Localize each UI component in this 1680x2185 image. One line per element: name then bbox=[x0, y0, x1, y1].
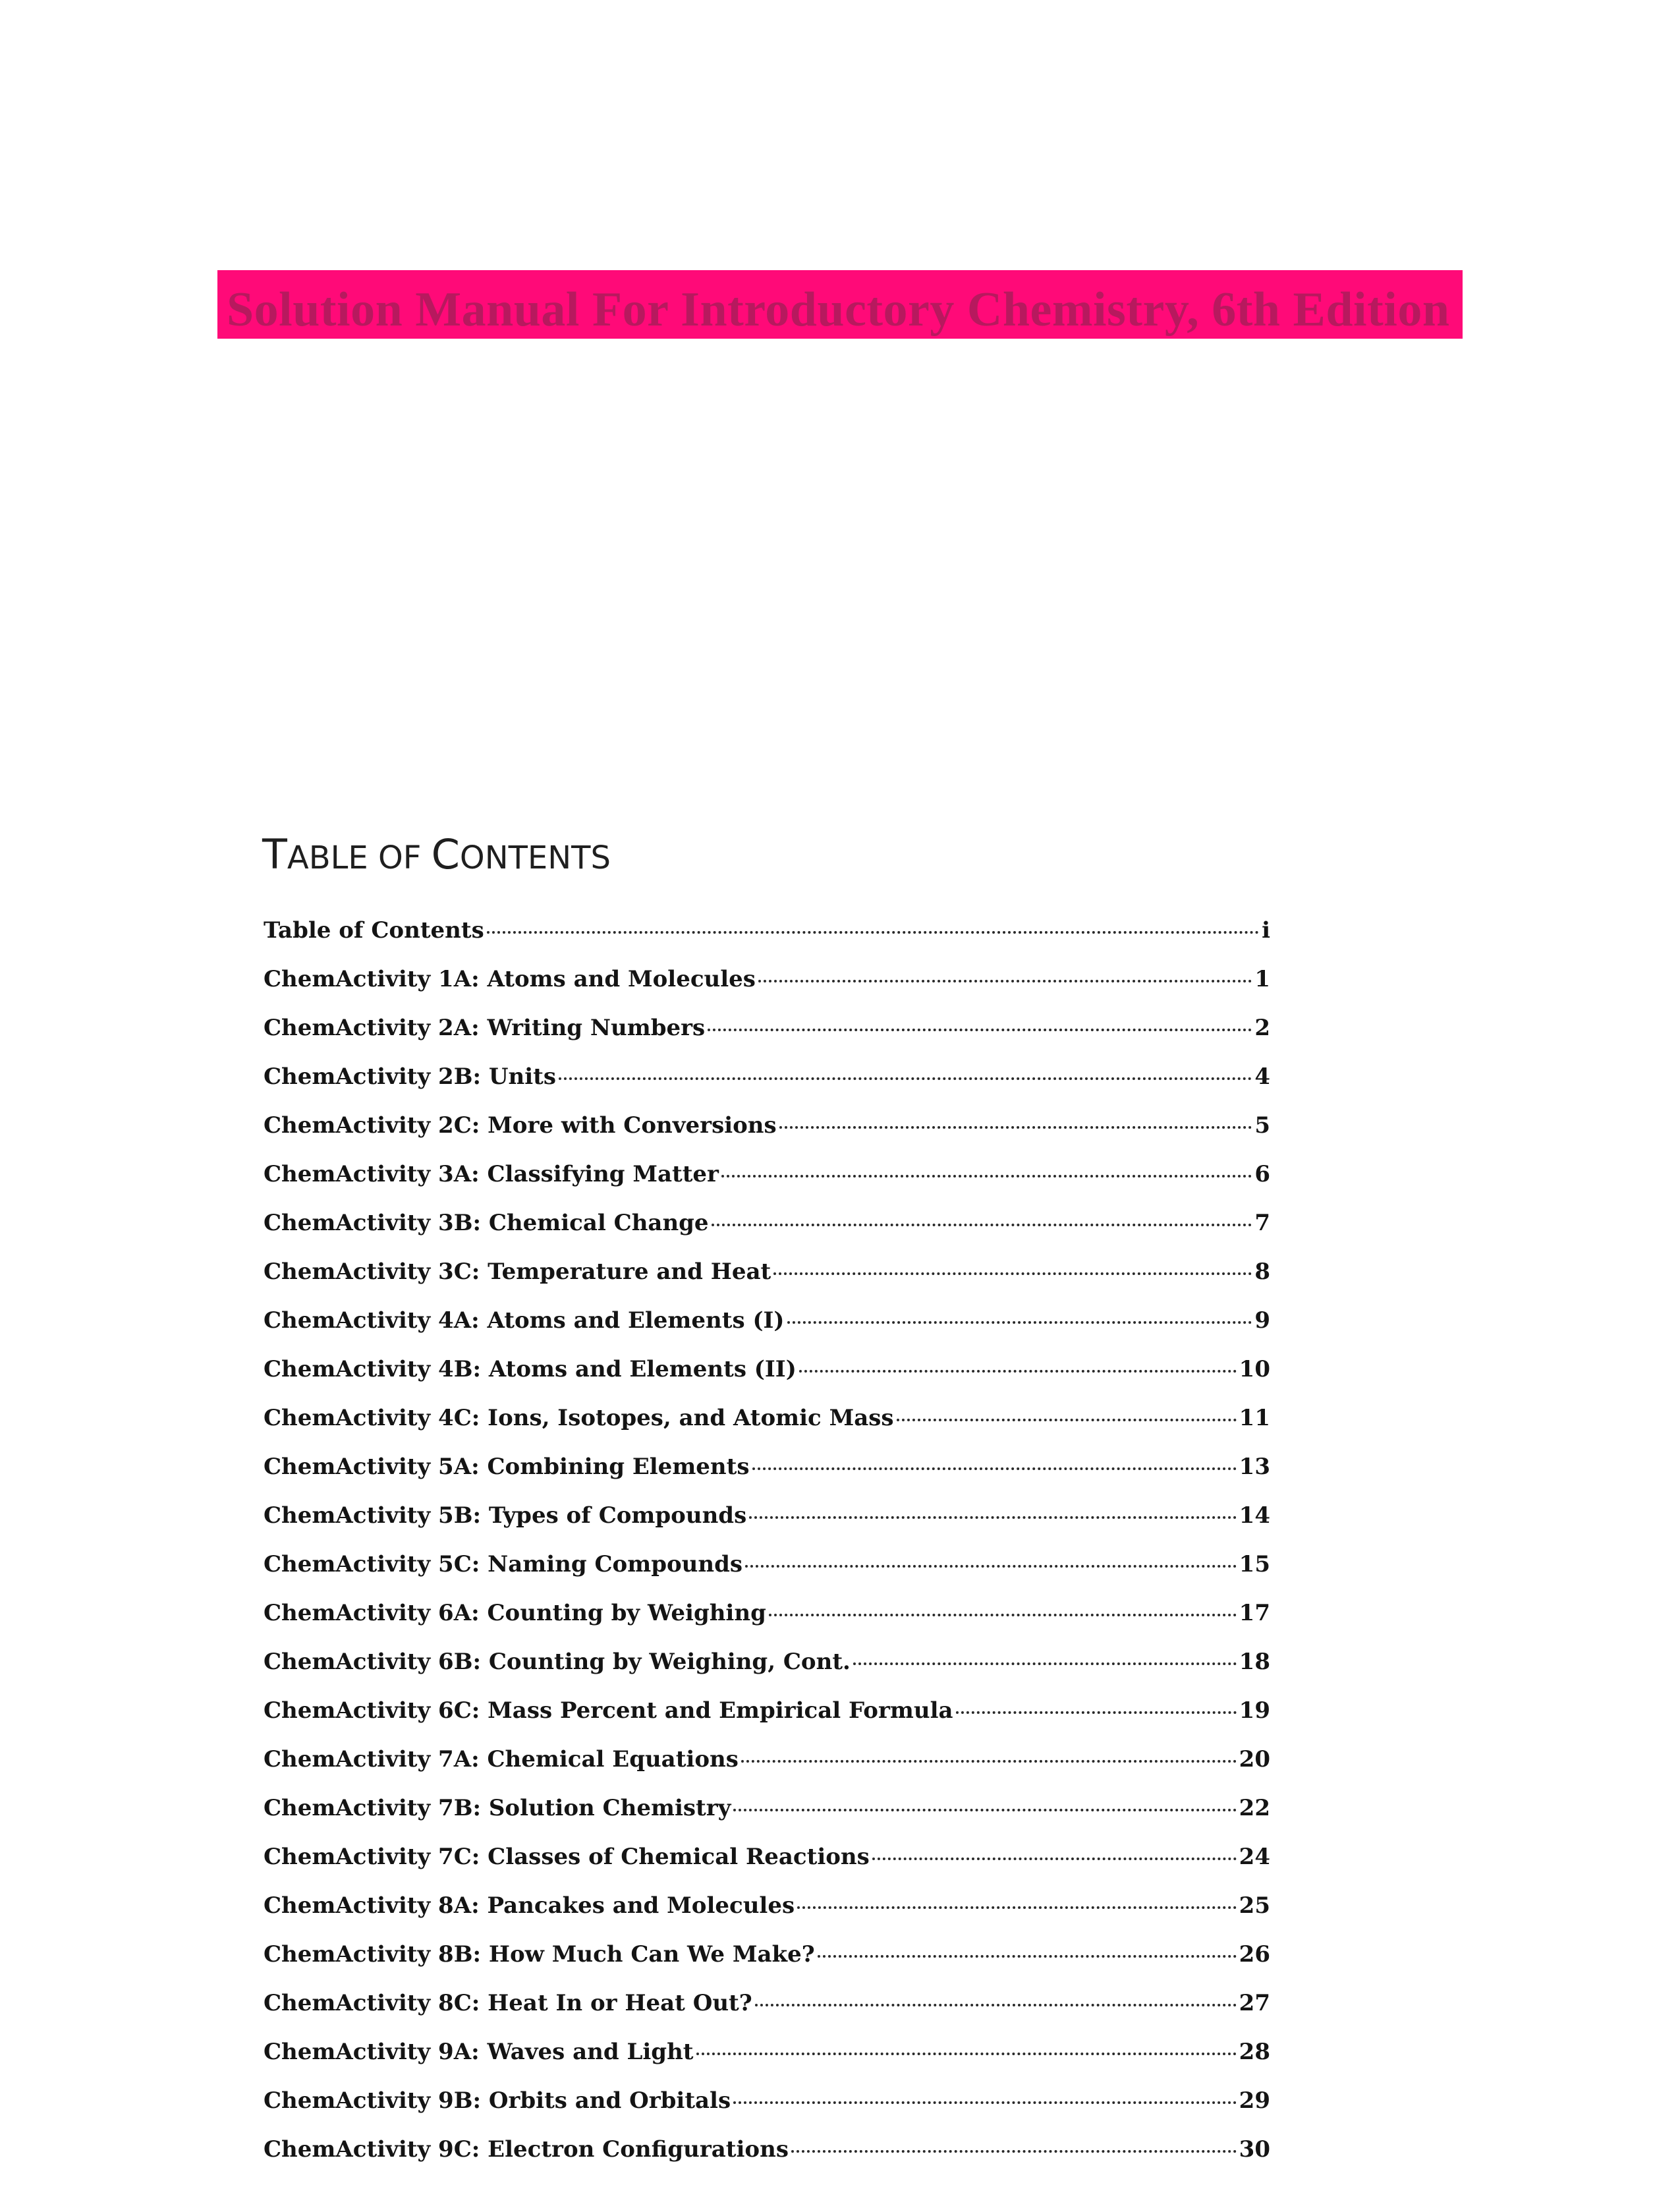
toc-entry[interactable] bbox=[264, 1795, 1270, 1844]
banner-title: Solution Manual For Introductory Chemistry, 6th Edition bbox=[227, 283, 1450, 337]
toc-dot-leader bbox=[712, 1224, 1252, 1226]
toc-entry-page: 6 bbox=[1254, 1161, 1270, 1187]
toc-entry-title: Table of Contents bbox=[264, 917, 484, 944]
toc-heading-cap-1: T bbox=[262, 830, 287, 878]
toc-dot-leader bbox=[721, 1175, 1252, 1178]
toc-entry-page: 26 bbox=[1239, 1941, 1270, 1968]
toc-dot-leader bbox=[853, 1662, 1237, 1665]
toc-entry[interactable] bbox=[264, 1892, 1270, 1941]
toc-entry[interactable] bbox=[264, 917, 1270, 966]
toc-entry-title: ChemActivity 1A: Atoms and Molecules bbox=[264, 966, 756, 992]
toc-entry-title: ChemActivity 9C: Electron Configurations bbox=[264, 2136, 789, 2163]
toc-entry-page: 14 bbox=[1239, 1502, 1270, 1529]
toc-entry[interactable] bbox=[264, 1112, 1270, 1161]
toc-entry[interactable] bbox=[264, 1649, 1270, 1697]
toc-entry-title: ChemActivity 6A: Counting by Weighing bbox=[264, 1600, 766, 1626]
toc-dot-leader bbox=[799, 1370, 1237, 1373]
toc-entry[interactable] bbox=[264, 1259, 1270, 1307]
toc-entry-page: 2 bbox=[1254, 1015, 1270, 1041]
toc-entry-title: ChemActivity 6B: Counting by Weighing, Cont. bbox=[264, 1649, 851, 1675]
toc-dot-leader bbox=[872, 1858, 1237, 1860]
toc-entry-title: ChemActivity 2C: More with Conversions bbox=[264, 1112, 777, 1139]
toc-dot-leader bbox=[752, 1467, 1237, 1470]
toc-list bbox=[264, 917, 1270, 2185]
toc-dot-leader bbox=[769, 1614, 1237, 1616]
toc-entry[interactable] bbox=[264, 1746, 1270, 1795]
toc-entry-page: 19 bbox=[1239, 1697, 1270, 1724]
toc-entry[interactable] bbox=[264, 1454, 1270, 1502]
toc-entry-page: 30 bbox=[1239, 2136, 1270, 2163]
toc-dot-leader bbox=[787, 1321, 1252, 1324]
toc-entry-page: 27 bbox=[1239, 1990, 1270, 2016]
toc-dot-leader bbox=[791, 2150, 1237, 2153]
toc-entry[interactable] bbox=[264, 1941, 1270, 1990]
toc-entry[interactable] bbox=[264, 1356, 1270, 1405]
toc-entry-page: 13 bbox=[1239, 1454, 1270, 1480]
toc-entry[interactable] bbox=[264, 1307, 1270, 1356]
toc-entry-page: i bbox=[1262, 917, 1270, 944]
toc-dot-leader bbox=[755, 2004, 1237, 2006]
toc-entry[interactable] bbox=[264, 1161, 1270, 1210]
toc-dot-leader bbox=[758, 980, 1252, 982]
toc-entry-page: 28 bbox=[1239, 2039, 1270, 2065]
toc-entry-title: ChemActivity 5C: Naming Compounds bbox=[264, 1551, 743, 1577]
toc-entry[interactable] bbox=[264, 1551, 1270, 1600]
toc-entry-title: ChemActivity 3A: Classifying Matter bbox=[264, 1161, 719, 1187]
toc-heading-cap-2: C bbox=[431, 830, 460, 878]
toc-entry-page: 4 bbox=[1254, 1064, 1270, 1090]
toc-entry-title: ChemActivity 3B: Chemical Change bbox=[264, 1210, 709, 1236]
toc-dot-leader bbox=[741, 1760, 1237, 1763]
toc-entry-page: 11 bbox=[1239, 1405, 1270, 1431]
toc-entry-page: 18 bbox=[1239, 1649, 1270, 1675]
toc-entry-title: ChemActivity 9A: Waves and Light bbox=[264, 2039, 694, 2065]
toc-entry-page: 5 bbox=[1254, 1112, 1270, 1139]
toc-entry[interactable] bbox=[264, 2136, 1270, 2185]
toc-entry-title: ChemActivity 3C: Temperature and Heat bbox=[264, 1259, 771, 1285]
toc-entry-page: 17 bbox=[1239, 1600, 1270, 1626]
toc-entry-page: 7 bbox=[1254, 1210, 1270, 1236]
toc-entry[interactable] bbox=[264, 1064, 1270, 1112]
toc-entry-page: 9 bbox=[1254, 1307, 1270, 1334]
toc-entry-title: ChemActivity 8C: Heat In or Heat Out? bbox=[264, 1990, 752, 2016]
toc-entry[interactable] bbox=[264, 1210, 1270, 1259]
toc-entry-page: 29 bbox=[1239, 2087, 1270, 2114]
toc-entry-title: ChemActivity 2A: Writing Numbers bbox=[264, 1015, 706, 1041]
toc-entry-page: 24 bbox=[1239, 1844, 1270, 1870]
toc-dot-leader bbox=[897, 1419, 1237, 1421]
toc-entry-page: 25 bbox=[1239, 1892, 1270, 1919]
toc-entry[interactable] bbox=[264, 2087, 1270, 2136]
toc-entry-title: ChemActivity 4B: Atoms and Elements (II) bbox=[264, 1356, 797, 1382]
toc-heading-rest-1: ABLE OF bbox=[287, 839, 432, 876]
toc-dot-leader bbox=[779, 1126, 1252, 1129]
toc-entry[interactable] bbox=[264, 966, 1270, 1015]
toc-entry-page: 8 bbox=[1254, 1259, 1270, 1285]
toc-entry-page: 15 bbox=[1239, 1551, 1270, 1577]
toc-dot-leader bbox=[733, 1809, 1236, 1811]
toc-heading-rest-2: ONTENTS bbox=[459, 839, 611, 876]
toc-entry-title: ChemActivity 5B: Types of Compounds bbox=[264, 1502, 747, 1529]
toc-heading bbox=[262, 829, 611, 884]
toc-dot-leader bbox=[749, 1516, 1236, 1519]
title-banner bbox=[217, 270, 1463, 339]
toc-entry[interactable] bbox=[264, 1015, 1270, 1064]
toc-entry[interactable] bbox=[264, 1600, 1270, 1649]
toc-entry-page: 1 bbox=[1254, 966, 1270, 992]
toc-entry-page: 22 bbox=[1239, 1795, 1270, 1821]
toc-entry[interactable] bbox=[264, 1844, 1270, 1892]
toc-entry-title: ChemActivity 7C: Classes of Chemical Reactions bbox=[264, 1844, 870, 1870]
toc-entry-title: ChemActivity 6C: Mass Percent and Empirical Formula bbox=[264, 1697, 953, 1724]
toc-dot-leader bbox=[773, 1272, 1252, 1275]
toc-entry[interactable] bbox=[264, 2039, 1270, 2087]
toc-entry-title: ChemActivity 7B: Solution Chemistry bbox=[264, 1795, 731, 1821]
toc-entry[interactable] bbox=[264, 1502, 1270, 1551]
toc-entry-title: ChemActivity 2B: Units bbox=[264, 1064, 556, 1090]
toc-entry[interactable] bbox=[264, 1405, 1270, 1454]
toc-dot-leader bbox=[733, 2101, 1237, 2104]
toc-dot-leader bbox=[797, 1906, 1237, 1909]
toc-entry-title: ChemActivity 8B: How Much Can We Make? bbox=[264, 1941, 815, 1968]
toc-entry-title: ChemActivity 7A: Chemical Equations bbox=[264, 1746, 739, 1773]
toc-dot-leader bbox=[818, 1955, 1237, 1958]
toc-entry-title: ChemActivity 5A: Combining Elements bbox=[264, 1454, 750, 1480]
toc-entry-title: ChemActivity 4A: Atoms and Elements (I) bbox=[264, 1307, 785, 1334]
toc-entry[interactable] bbox=[264, 1697, 1270, 1746]
toc-entry-page: 10 bbox=[1239, 1356, 1270, 1382]
toc-dot-leader bbox=[487, 931, 1259, 934]
toc-dot-leader bbox=[956, 1711, 1237, 1714]
toc-entry[interactable] bbox=[264, 1990, 1270, 2039]
toc-dot-leader bbox=[696, 2053, 1237, 2055]
toc-entry-page: 20 bbox=[1239, 1746, 1270, 1773]
toc-dot-leader bbox=[559, 1077, 1252, 1080]
toc-entry-title: ChemActivity 9B: Orbits and Orbitals bbox=[264, 2087, 731, 2114]
toc-entry-title: ChemActivity 4C: Ions, Isotopes, and Atomic Mass bbox=[264, 1405, 894, 1431]
toc-dot-leader bbox=[708, 1029, 1252, 1031]
toc-entry-title: ChemActivity 8A: Pancakes and Molecules bbox=[264, 1892, 795, 1919]
toc-dot-leader bbox=[745, 1565, 1237, 1568]
